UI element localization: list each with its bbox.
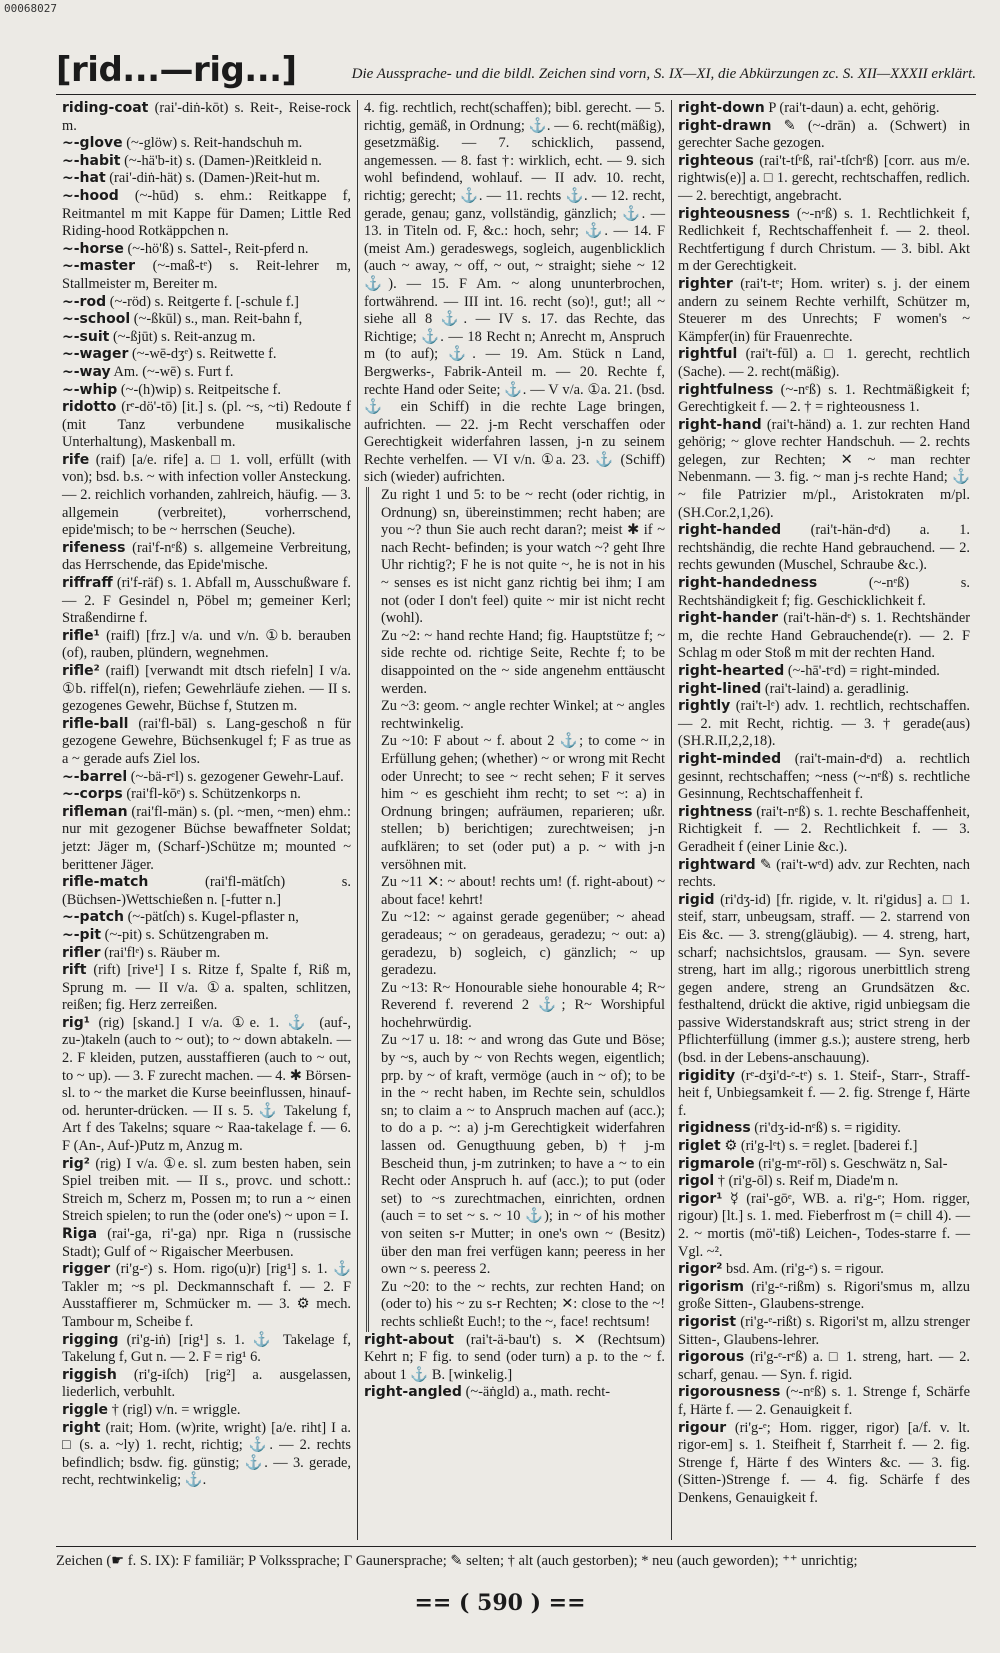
entry-headword: righteous xyxy=(678,152,754,169)
dictionary-entry xyxy=(364,100,665,487)
entry-headword: rigorousness xyxy=(678,1384,781,1401)
entry-text: (~-nᵉß) s. Rechtshändigkeit f; fig. Geschicklichkeit f. xyxy=(678,575,970,609)
column-1 xyxy=(56,100,358,1540)
entry-headword: right-minded xyxy=(678,750,782,767)
dictionary-entry xyxy=(678,857,970,892)
entry-text: (rᵉ-dö'-tō) [it.] s. (pl. ~s, ~ti) Redoute f (mit Tanz verbundene musikalische Unterhaltung), Maskenball m. xyxy=(62,399,351,451)
dictionary-entry xyxy=(678,276,970,346)
entry-headword: right-about xyxy=(364,1331,454,1348)
entry-headword: righteousness xyxy=(678,205,790,222)
entry-text: (ri'g-ᵉ-rᵉß) a. □ 1. streng, hart. — 2. scharf, genau. — Syn. f. rigid. xyxy=(678,1349,970,1383)
header-note: Die Aussprache- und die bildl. Zeichen sind vorn, S. IX—XI, die Abkürzungen zc. S. XII—XXXII erklärt. xyxy=(351,66,976,82)
dictionary-entry xyxy=(678,1138,970,1156)
entry-headword: rigorism xyxy=(678,1278,744,1295)
dictionary-entry xyxy=(678,804,970,857)
entry-text: (~-(h)wip) s. Reitpeitsche f. xyxy=(120,381,281,398)
entry-headword: rifleman xyxy=(62,803,128,820)
dictionary-entry xyxy=(678,698,970,751)
entry-headword: ~-suit xyxy=(62,328,110,345)
entry-headword: ~-patch xyxy=(62,909,124,926)
entry-text: (~-hä'b-it) s. (Damen-)Reitkleid n. xyxy=(124,152,322,169)
entry-headword: riding-coat xyxy=(62,100,149,116)
entry-text: ☿ (rai'-gōᵉ, WB. a. ri'g-ᵉ; Hom. rigger, rigour) [lt.] s. 1. med. Fieberfrost m (= chill 4). — 2. ~ mortis (mö'-tiß) Leichen-, Todes-starre f. — Vgl. ~². xyxy=(678,1190,970,1260)
entry-headword: rife xyxy=(62,451,90,468)
dictionary-entry xyxy=(678,522,970,575)
entry-headword: ~-pit xyxy=(62,926,102,943)
dictionary-entry xyxy=(678,1191,970,1261)
entry-headword: rigorous xyxy=(678,1349,745,1366)
dictionary-entry xyxy=(62,452,351,540)
entry-headword: rightfulness xyxy=(678,381,774,398)
entry-text: (ri'f-räf) s. 1. Abfall m, Ausschußware f. — 2. F Gesindel n, Pöbel m; gemeiner Kerl; Straßendirne f. xyxy=(62,575,351,627)
entry-text: (~-nᵉß) s. 1. Rechtlichkeit f, Redlichkeit f, Rechtschaffenheit f. — 2. theol. Rechtfertigung f durch Christum. — 3. bibl. Akt m der Gerechtigkeit. xyxy=(678,205,970,275)
dictionary-entry xyxy=(678,206,970,276)
entry-text: (ri'g-mᵉ-rōl) s. Geschwätz n, Sal- xyxy=(758,1155,948,1172)
dictionary-entry xyxy=(62,364,351,382)
entry-text: 4. fig. rechtlich, recht(schaffen); bibl. gerecht. — 5. richtig, gemäß, in Ordnung; ⚓. — 6. recht(mäßig), gesetzmäßig. — 7. schicklich, passend, angemessen. — 8. fast †: wirklich, echt. — 9. sich wohl befindend, wohlauf. — II adv. 10. recht, richtig; gerecht; ⚓. — 11. rechts ⚓. — 12. recht, gerade, genau; ganz, vollständig, gänzlich; ⚓. — 13. in Titeln od. F, &c.: hoch, sehr; ⚓. — 14. F (meist Am.) geradeswegs, sogleich, augenblicklich (auch ~ away, ~ off, ~ out, ~ straight; siehe ~ 12 ⚓). — 15. F Am. ~ along ununterbrochen, fortwährend. — III int. 16. recht (so)!, gut!; all ~ siehe all 8 ⚓. — IV s. 17. das Rechte, das Richtige; ⚓. — 18 Recht n; Anrecht m, Anspruch m (to auf); ⚓. — 19. Am. Stück n Land, Bergwerks-, Fabrik-Anteil m. — 20. Rechte f, rechte Hand oder Seite; ⚓. — V v/a. ①a. 21. (bsd. ⚓ ein Schiff) in die rechte Lage bringen, aufrichten. — 22. j-m Recht verschaffen oder Gerechtigkeit widerfahren lassen, j-n zu seinem Rechte verhelfen. — VI v/n. ①a. 23. ⚓ (Schiff) sich (wieder) aufrichten. xyxy=(364,100,665,486)
dictionary-entry xyxy=(678,346,970,381)
dictionary-entry xyxy=(62,804,351,874)
entry-text: (rift) [rive¹] I s. Ritze f, Spalte f, Riß m, Sprung m. — II v/a. ①a. spalten, schlitzen, reißen; fig. Herz zerreißen. xyxy=(62,962,351,1014)
entry-text: (ri'dʒ-id) [fr. rigide, v. lt. ri'gidus] a. □ 1. steif, starr, unbeugsam, straff. — 2. starrend von Eis &c. — 3. streng(gläubig). — 4. streng, hart, scharf; nachsichtslos, grausam. — Syn. severe streng, hart im allg.; rigorous unerbittlich streng gegen andere, streng an Grundsätzen &c. festhaltend, drückt die aktive, rigid unbiegsam die passive Widerstandskraft aus; strict streng in der Pflichterfüllung (immer g.s.); austere streng, herb (bsd. in der Lebens-anschauung). xyxy=(678,891,970,1067)
dictionary-entry xyxy=(62,188,351,241)
entry-text: (rai'fl-bāl) s. Lang-geschoß n für gezogene Gewehre, Büchsenkugel f; F as true as a ~ gerade aufs Ziel los. xyxy=(62,715,351,767)
dictionary-entry xyxy=(381,487,665,628)
dictionary-entry xyxy=(62,382,351,400)
dictionary-entry xyxy=(62,1420,351,1490)
dictionary-entry xyxy=(62,258,351,293)
entry-text: Zu ~11 ✕: ~ about! rechts um! (f. right-about) ~ about face! kehrt! xyxy=(381,874,665,908)
column-2-bottom xyxy=(364,1332,665,1402)
entry-headword: rigger xyxy=(62,1261,111,1278)
entry-text: (~-glöw) s. Reit-handschuh m. xyxy=(126,135,303,152)
entry-headword: rifler xyxy=(62,944,101,961)
entry-headword: ~-master xyxy=(62,258,136,275)
dictionary-entry xyxy=(678,610,970,663)
dictionary-entry xyxy=(381,698,665,733)
entry-headword: rigid xyxy=(678,891,715,908)
entry-text: (rai't-hän-dᵉd) a. 1. rechtshändig, die rechte Hand gebrauchend. — 2. rechts gewunden (Muschel, Schraube &c.). xyxy=(678,522,970,574)
entry-headword: riggle xyxy=(62,1401,109,1418)
dictionary-entry xyxy=(62,153,351,171)
entry-text: (~-äṅgld) a., math. recht- xyxy=(465,1384,610,1401)
dictionary-entry xyxy=(381,628,665,698)
entry-headword: rifle-match xyxy=(62,874,149,891)
entry-text: (rai't-tᵉ; Hom. writer) s. j. der einem andern zu seinem Rechte verhilft, Schützer m, Steuerer m des Unrechts; F women's ~ Kämpfer(in) für Frauenrechte. xyxy=(678,275,970,345)
entry-text: (rai'f-nᵉß) s. allgemeine Verbreitung, das Herrschende, das Epide'mische. xyxy=(62,539,351,574)
dictionary-entry xyxy=(678,663,970,681)
entry-text: † (ri'g-ōl) s. Reif m, Diade'm n. xyxy=(717,1173,899,1190)
entry-text: (ri'g-iſch) [rig²] a. ausgelassen, liederlich, verbuhlt. xyxy=(62,1366,351,1401)
dictionary-entry xyxy=(62,170,351,188)
dictionary-entry xyxy=(678,1120,970,1138)
entry-headword: right-handedness xyxy=(678,575,818,592)
entry-headword: right-down xyxy=(678,100,765,116)
entry-text: (rai'flᵉ) s. Räuber m. xyxy=(104,944,221,961)
dictionary-entry xyxy=(62,1332,351,1367)
entry-headword: rifle-ball xyxy=(62,715,129,732)
entry-text: (rai't-hän-dᵉ) s. 1. Rechtshänder m, die rechte Hand Gebrauchende(r). — 2. F Schlag m oder Stoß m mit der rechten Hand. xyxy=(678,610,970,662)
dictionary-entry xyxy=(62,135,351,153)
entry-headword: rifle¹ xyxy=(62,627,100,644)
entry-text: (rai'fl-män) s. (pl. ~men, ~men) ehm.: nur mit gezogener Büchse bewaffneter Soldat; jetzt: Jäger m, (Scharf-)Schütze m; mounted ~ berittener Jäger. xyxy=(62,803,351,873)
dictionary-entry xyxy=(678,892,970,1068)
entry-text: Zu ~3: geom. ~ angle rechter Winkel; at ~ angles rechtwinkelig. xyxy=(381,698,665,732)
page-header xyxy=(56,48,976,95)
entry-text: (rai'-diṅ-kōt) s. Reit-, Reise-rock m. xyxy=(62,100,351,134)
entry-text: (rai't-lᵉ) adv. 1. rechtlich, rechtschaffen. — 2. mit Recht, richtig. — 3. † gerade(aus) (SH.R.II,2,2,18). xyxy=(678,698,970,750)
dictionary-entry xyxy=(381,874,665,909)
dictionary-entry xyxy=(381,980,665,1033)
running-head: [rid...—rig...] xyxy=(56,50,297,90)
dictionary-entry xyxy=(364,1332,665,1385)
entry-headword: right-lined xyxy=(678,680,762,697)
dictionary-entry xyxy=(678,1068,970,1121)
dictionary-entry xyxy=(678,153,970,206)
entry-text: Zu ~2: ~ hand rechte Hand; fig. Hauptstütze f; ~ side rechte od. richtige Seite, Rechte f; to be disappointed on the ~ side angenehm enttäuscht werden. xyxy=(381,627,665,697)
dictionary-entry xyxy=(62,769,351,787)
entry-headword: rift xyxy=(62,962,87,979)
dictionary-entry xyxy=(678,1173,970,1191)
entry-text: Zu ~13: R~ Honourable siehe honourable 4; R~ Reverend f. reverend 2 ⚓; R~ Worshipful hochehrwürdig. xyxy=(381,979,665,1031)
entry-headword: right-handed xyxy=(678,522,782,539)
entry-text: (rig) I v/a. ①e. sl. zum besten haben, sein Spiel treiben mit. — II s., provc. und schott.: Streich m, Scherz m, Possen m; to run a ~ einen Streich spielen; to run the (oder one's) ~ upon = I. xyxy=(62,1155,351,1225)
entry-headword: rightward xyxy=(678,856,756,873)
columns xyxy=(56,100,976,1540)
entry-headword: rightly xyxy=(678,698,731,715)
entry-headword: riffraff xyxy=(62,575,113,592)
dictionary-entry xyxy=(678,1314,970,1349)
entry-text: (rai't-tſᵉß, rai'-tſchᵉß) [corr. aus m/e. rightwis(e)] a. □ 1. gerecht, rechtschaffen, redlich. — 2. berechtigt, angebracht. xyxy=(678,152,970,204)
entry-headword: right xyxy=(62,1419,101,1436)
entry-text: Zu ~10: F about ~ f. about 2 ⚓; to come ~ in Erfüllung gehen; (whether) ~ or wrong mit Recht oder Unrecht; to see ~ recht sehen; F it serves him ~ es geschieht ihm recht; to set ~: a) in Ordnung bringen; aufräumen, reparieren; ußr. stellen; b) berichtigen; zurechtweisen; j-n aufklären; to set (oder put) a p. ~ with j-n versöhnen mit. xyxy=(381,733,665,873)
entry-text: (~-pätſch) s. Kugel-pflaster n, xyxy=(127,909,299,926)
scan-id: 00068027 xyxy=(4,2,57,15)
entry-text: (raif) [a/e. rife] a. □ 1. voll, erfüllt (with von); bsd. b.s. ~ with infection voller Ansteckung. — 2. reichlich vorhanden, zahlreich, häufig. — 3. allgemein (verbreitet), vorherrschend, epide'misch; to be ~ herrschen (Seuche). xyxy=(62,451,351,539)
dictionary-entry xyxy=(62,346,351,364)
page-number: == ( 590 ) == xyxy=(414,1590,586,1616)
entry-text: (rig) [skand.] I v/a. ①e. 1. ⚓ (auf-, zu-)takeln (auch to ~ out); to ~ down abtakeln. — 2. F kleiden, putzen, ausstaffieren (auch to ~ out, to ~ up). — 3. F zurecht machen. — 4. ✱ Börsen-sl. to ~ the market die Kurse beeinflussen, hinauf- od. herunter-drücken. — II s. 5. ⚓ Takelung f, Art f des Takelns; square ~ Raa-takelage f. — 6. F (An-, Auf-)Putz m, Anzug m. xyxy=(62,1014,351,1155)
dictionary-entry xyxy=(62,329,351,347)
entry-text: (~-maß-tᵉ) s. Reit-lehrer m, Stallmeister m, Bereiter m. xyxy=(62,258,351,292)
entry-text: (rai't-nᵉß) s. 1. rechte Beschaffenheit, Richtigkeit f. — 2. Rechtlichkeit f. — 3. Geradheit f (einer Linie &c.). xyxy=(678,803,970,855)
entry-text: (ri'g-ᵉ; Hom. rigger, rigor) [a/f. v. lt. rigor-em] s. 1. Steifheit f, Starrheit f. — 2. fig. Strenge f, Härte f des Winters &c. — 3. fig. (Sitten-)Strenge f. — 4. fig. Schärfe f des Denkens, Genauigkeit f. xyxy=(678,1419,970,1506)
column-2-top xyxy=(364,100,665,487)
dictionary-entry xyxy=(678,382,970,417)
dictionary-entry xyxy=(62,311,351,329)
dictionary-entry xyxy=(678,1156,970,1174)
entry-headword: rifle² xyxy=(62,663,100,679)
dictionary-entry xyxy=(62,294,351,312)
entry-text: (ri'g-ᵉ-rißt) s. Rigori'st m, allzu strenger Sitten-, Glaubens-lehrer. xyxy=(678,1313,970,1348)
dictionary-entry xyxy=(678,1261,970,1279)
dictionary-entry xyxy=(62,874,351,909)
dictionary-entry xyxy=(62,628,351,663)
entry-text: (rai'-ga, ri'-ga) npr. Riga n (russische Stadt); Gulf of ~ Rigaischer Meerbusen. xyxy=(62,1226,351,1260)
dictionary-entry xyxy=(678,1384,970,1419)
entry-headword: ~-wager xyxy=(62,346,129,363)
entry-text: (~-nᵉß) s. 1. Strenge f, Schärfe f, Härte f. — 2. Genauigkeit f. xyxy=(678,1384,970,1418)
dictionary-entry xyxy=(62,1015,351,1156)
footer-legend: Zeichen (☛ f. S. IX): F familiär; P Volkssprache; Γ Gaunersprache; ✎ selten; † alt (auch gestorben); * neu (auch geworden); ⁺⁺ unrichtig; xyxy=(56,1546,976,1570)
entry-text: bsd. Am. (ri'g-ᵉ) s. = rigour. xyxy=(726,1261,884,1278)
entry-headword: right-hander xyxy=(678,610,778,627)
entry-headword: rigor² xyxy=(678,1261,723,1278)
column-2 xyxy=(358,100,672,1540)
dictionary-entry xyxy=(62,962,351,1015)
entry-text: (ri'g-ᵉ-rißm) s. Rigori'smus m, allzu große Sitten-, Glaubens-strenge. xyxy=(678,1278,971,1313)
entry-headword: righter xyxy=(678,275,733,292)
entry-text: (~-ßkūl) s., man. Reit-bahn f, xyxy=(133,311,303,328)
entry-text: (rai't-händ) a. 1. zur rechten Hand gehörig; ~ glove rechter Handschuh. — 2. rechts gelegen, zur Rechten; ✕ ~ man rechter Nebenmann. — 3. fig. ~ man j-s rechte Hand; ⚓ ~ file Patrizier m/pl., Aristokraten m/pl. (SH.Cor.2,1,26). xyxy=(678,416,970,521)
entry-headword: ~-whip xyxy=(62,381,118,398)
entry-headword: rigorist xyxy=(678,1313,737,1330)
dictionary-entry xyxy=(678,1349,970,1384)
dictionary-entry xyxy=(678,751,970,804)
dictionary-entry xyxy=(381,1032,665,1278)
entry-text: (rait; Hom. (w)rite, wright) [a/e. riht] I a. □ (s. a. ~ly) 1. recht, richtig; ⚓. — 2. rechts befindlich; bsdw. fig. günstig; ⚓. — 3. gerade, recht, rechtwinkelig; ⚓. xyxy=(62,1419,351,1489)
entry-text: Zu ~20: to the ~ rechts, zur rechten Hand; on (oder to) his ~ zu s-r Rechten; ✕: close to the ~! rechts schließt Euch!; to the ~, face! rechtsum! xyxy=(381,1278,665,1330)
dictionary-entry xyxy=(678,100,970,118)
entry-text: (~-ßjūt) s. Reit-anzug m. xyxy=(112,328,256,345)
entry-headword: rigidity xyxy=(678,1067,736,1084)
dictionary-entry xyxy=(678,118,970,153)
entry-headword: rigor¹ xyxy=(678,1190,723,1207)
entry-headword: ~-habit xyxy=(62,152,121,169)
dictionary-entry xyxy=(62,945,351,963)
entry-text: (raifl) [verwandt mit dtsch riefeln] I v/a. ①b. riffel(n), riefen; Gewehrläufe ziehen. — II s. gezogenes Gewehr, Büchse f, Stutzen m. xyxy=(62,663,351,715)
entry-headword: right-angled xyxy=(364,1384,462,1401)
entry-text: ✎ (~-drān) a. (Schwert) in gerechter Sache gezogen. xyxy=(678,117,970,152)
entry-headword: ~-glove xyxy=(62,135,123,152)
entry-text: (raifl) [frz.] v/a. und v/n. ①b. berauben (of), rauben, plündern, wegnehmen. xyxy=(62,627,351,662)
dictionary-entry xyxy=(62,1402,351,1420)
dictionary-entry xyxy=(62,100,351,135)
dictionary-entry xyxy=(62,399,351,452)
entry-text: P (rai't-daun) a. echt, gehörig. xyxy=(768,100,940,116)
entry-headword: ~-barrel xyxy=(62,768,128,785)
usage-notes-box xyxy=(366,487,665,1332)
entry-headword: ~-horse xyxy=(62,240,124,257)
dictionary-entry xyxy=(62,663,351,716)
dictionary-entry xyxy=(62,1156,351,1226)
entry-headword: riglet xyxy=(678,1138,721,1155)
entry-headword: ~-hat xyxy=(62,170,106,187)
entry-text: ⚙ (ri'g-lᵉt) s. = reglet. [baderei f.] xyxy=(724,1138,918,1155)
entry-headword: rig² xyxy=(62,1155,90,1172)
entry-headword: ~-rod xyxy=(62,293,107,310)
entry-text: (rᵉ-dʒi'd-ᵉ-tᵉ) s. 1. Steif-, Starr-, Straff-heit f, Unbiegsamkeit f. — 2. fig. Strenge f, Härte f. xyxy=(678,1067,971,1119)
entry-headword: rigging xyxy=(62,1331,119,1348)
entry-headword: rigmarole xyxy=(678,1155,755,1172)
entry-headword: rigour xyxy=(678,1419,727,1436)
entry-headword: ridotto xyxy=(62,399,117,416)
entry-text: (rai't-laind) a. geradlinig. xyxy=(764,680,909,697)
entry-text: (ri'g-iṅ) [rig¹] s. 1. ⚓ Takelage f, Takelung f, Gut n. — 2. F = rig¹ 6. xyxy=(62,1331,351,1366)
dictionary-entry xyxy=(62,575,351,628)
entry-text: (rai'-diṅ-hät) s. (Damen-)Reit-hut m. xyxy=(109,170,321,187)
entry-headword: ~-way xyxy=(62,363,111,380)
entry-text: (~-hā'-tᵉd) = right-minded. xyxy=(787,663,940,679)
dictionary-entry xyxy=(364,1384,665,1402)
entry-text: (rai'fl-mätſch) s. (Büchsen-)Wettschießen n. [-futter n.] xyxy=(62,874,351,908)
dictionary-entry xyxy=(678,681,970,699)
dictionary-entry xyxy=(62,1367,351,1402)
entry-text: Zu right 1 und 5: to be ~ recht (oder richtig, in Ordnung) sn, übereinstimmen; recht haben; are you ~? thun Sie auch recht daran?; meist ✱ if ~ nach Recht- befinden; is your watch ~? geht Ihre Uhr richtig?; F he is not quite ~, he is not in his ~ senses es ist nicht ganz richtig bei ihm; I am not (oder I don't feel) quite ~ mir ist nicht recht (wohl). xyxy=(381,487,665,627)
entry-text: ✎ (rai't-wᵉd) adv. zur Rechten, nach rechts. xyxy=(678,856,970,891)
dictionary-entry xyxy=(381,733,665,874)
entry-headword: rigidness xyxy=(678,1120,751,1137)
dictionary-entry xyxy=(62,540,351,575)
entry-text: (rai't-ä-bau't) s. ✕ (Rechtsum) Kehrt n; F fig. to send (oder turn) a p. to the ~ f. about 1 ⚓ B. [winkelig.] xyxy=(364,1331,665,1383)
dictionary-entry xyxy=(678,1420,970,1508)
entry-text: (rai't-main-dᵉd) a. rechtlich gesinnt, rechtschaffen; ~ness (~-nᵉß) s. rechtliche Gesinnung, Rechtschaffenheit f. xyxy=(678,750,970,803)
entry-text: (ri'g-ᵉ) s. Hom. rigo(u)r) [rig¹] s. 1. ⚓ Takler m; ~s pl. Deckmannschaft f. — 2. F Ausstaffierer m, Schmücker m. — 3. ⚙ mech. Tambour m, Scheibe f. xyxy=(62,1261,351,1330)
entry-text: (~-nᵉß) s. 1. Rechtmäßigkeit f; Gerechtigkeit f. — 2. † = righteousness 1. xyxy=(678,381,970,416)
entry-headword: right-hearted xyxy=(678,663,785,679)
entry-headword: right-drawn xyxy=(678,117,772,134)
entry-headword: rigol xyxy=(678,1173,715,1190)
entry-text: (~-hūd) s. ehm.: Reitkappe f, Reitmantel m mit Kappe für Damen; Little Red Riding-hood Rotkäppchen n. xyxy=(62,187,351,240)
entry-text: † (rigl) v/n. = wriggle. xyxy=(111,1401,241,1418)
dictionary-entry xyxy=(62,241,351,259)
dictionary-entry xyxy=(381,1279,665,1332)
entry-headword: rifeness xyxy=(62,539,126,556)
entry-text: (~-pit) s. Schützengraben m. xyxy=(104,926,269,943)
entry-text: (~-wē-dʒᵉ) s. Reitwette f. xyxy=(131,346,277,363)
entry-text: Zu ~12: ~ against gerade gegenüber; ~ ahead geradeaus; ~ on geradeaus, geradezu; ~ out: a) geradezu, b) sogleich, c) gänzlich; ~ up geradezu. xyxy=(381,909,665,979)
dictionary-entry xyxy=(678,1279,970,1314)
entry-text: (rai'fl-kōᵉ) s. Schützenkorps n. xyxy=(126,786,301,803)
entry-headword: right-hand xyxy=(678,416,762,433)
entry-headword: ~-hood xyxy=(62,187,119,204)
entry-text: (ri'dʒ-id-nᵉß) s. = rigidity. xyxy=(754,1120,901,1137)
column-3 xyxy=(672,100,976,1540)
dictionary-entry xyxy=(62,1261,351,1331)
dictionary-entry xyxy=(62,909,351,927)
entry-text: Am. (~-wē) s. Furt f. xyxy=(113,363,234,380)
dictionary-entry xyxy=(678,575,970,610)
entry-text: Zu ~17 u. 18: ~ and wrong das Gute und Böse; by ~s, auch by ~ von Rechts wegen, eigentlich; prp. by ~ of kraft, vermöge (auch in ~ of); to be in the ~ recht haben, im Rechte sein, schuldlos sn; to claim a ~ to Anspruch machen auf (acc.); to do a p. ~: a) j-m Gerechtigkeit widerfahren lassen od. Genugthuung geben, b) † j-m Bescheid thun, j-m zutrinken; to have a ~ to ein Recht oder Anspruch h. auf (acc.); to put (oder set) to ~s zurechtmachen, einrichten, ordnen (auch = to set ~ s. ~ 10 ⚓); in ~ of his mother von seiten s-r Mutter; in one's own ~ (Besitz) über den man frei verfügen kann; peeress in her own ~ s. peeress 2. xyxy=(381,1032,665,1278)
entry-text: (~-röd) s. Reitgerte f. [-schule f.] xyxy=(109,293,299,310)
dictionary-entry xyxy=(62,1226,351,1261)
dictionary-entry xyxy=(62,927,351,945)
dictionary-entry xyxy=(381,909,665,979)
entry-headword: ~-corps xyxy=(62,786,123,803)
dictionary-entry xyxy=(62,716,351,769)
dictionary-entry xyxy=(62,786,351,804)
entry-text: (rai't-fūl) a. □ 1. gerecht, rechtlich (Sache). — 2. recht(mäßig). xyxy=(678,346,970,380)
entry-headword: ~-school xyxy=(62,311,131,328)
entry-headword: rig¹ xyxy=(62,1014,90,1031)
entry-text: (~-hö'ß) s. Sattel-, Reit-pferd n. xyxy=(127,240,309,257)
dictionary-entry xyxy=(678,417,970,523)
entry-headword: riggish xyxy=(62,1366,117,1383)
entry-headword: rightful xyxy=(678,346,738,363)
entry-text: (~-bä-rᵉl) s. gezogener Gewehr-Lauf. xyxy=(130,768,344,785)
entry-headword: rightness xyxy=(678,803,753,820)
entry-headword: Riga xyxy=(62,1226,98,1242)
